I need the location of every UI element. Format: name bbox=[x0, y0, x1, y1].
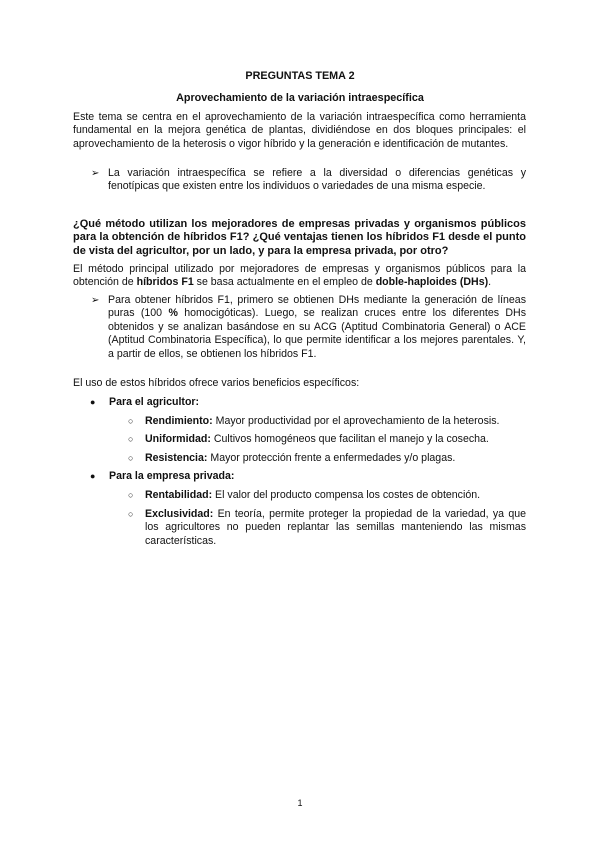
answer-part2: se basa actualmente en el empleo de bbox=[193, 276, 376, 289]
circle-bullet-icon: ○ bbox=[128, 490, 134, 500]
list-item-text bbox=[145, 433, 526, 446]
question-heading: ¿Qué método utilizan los mejoradores de empresas privadas y organismos públicos para la obtención de híbridos F1? ¿Qué ventajas tienen los híbridos F1 desde el punto de vista del agricultor, por un lado, y para la empresa privada, por otro? bbox=[73, 218, 526, 257]
list-item-text bbox=[145, 415, 526, 428]
answer-part3: . bbox=[488, 276, 492, 289]
list-item-desc: El valor del producto compensa los costes de obtención. bbox=[212, 489, 481, 501]
list-item-desc: Mayor protección frente a enfermedades y/o plagas. bbox=[207, 452, 456, 464]
arrow-bullet-icon: ➢ bbox=[91, 168, 100, 179]
intro-point-text: La variación intraespecífica se refiere a la diversidad o diferencias genéticas y fenotípicas que existen entre los individuos o variedades de una misma especie. bbox=[108, 167, 526, 193]
list-item-desc: Cultivos homogéneos que facilitan el manejo y la cosecha. bbox=[210, 433, 489, 445]
method-point-text bbox=[108, 294, 526, 361]
list-item-term: Exclusividad: bbox=[145, 508, 214, 520]
bullet-dot-icon: ● bbox=[90, 471, 96, 481]
page-number: 1 bbox=[297, 798, 303, 808]
method-part2: homocigóticas). Luego, se realizan cruces entre los diferentes DHs obtenidos y se analizan basándose en su ACG (Aptitud Combinatoria General) o ACE (Aptitud Combinatoria Específica), lo que permite identificar a los mejores parentales. Y, a partir de ellos, se obtienen los híbridos F1. bbox=[108, 307, 526, 360]
intro-paragraph: Este tema se centra en el aprovechamiento de la variación intraespecífica como herramienta fundamental en la mejora genética de plantas, dividiéndose en dos bloques principales: el aprovechamiento de la heterosis o vigor híbrido y la generación e identificación de mutantes. bbox=[73, 111, 526, 150]
list-item-term: Resistencia: bbox=[145, 452, 208, 464]
agricultor-heading-text: Para el agricultor: bbox=[109, 396, 200, 408]
answer-bold-dhs: doble-haploides (DHs) bbox=[375, 276, 489, 289]
answer-bold-hibridos: híbridos F1 bbox=[136, 276, 194, 289]
list-item-desc: Mayor productividad por el aprovechamiento de la heterosis. bbox=[212, 415, 500, 427]
method-part1: Para obtener híbridos F1, primero se obtienen DHs mediante la generación de líneas puras (100 bbox=[108, 294, 526, 320]
circle-bullet-icon: ○ bbox=[128, 453, 134, 463]
list-item-text bbox=[145, 452, 526, 465]
circle-bullet-icon: ○ bbox=[128, 416, 134, 426]
list-item-desc: En teoría, permite proteger la propiedad de la variedad, ya que los agricultores no pueden replantar las semillas manteniendo las mismas características. bbox=[145, 508, 526, 547]
empresa-heading-text: Para la empresa privada: bbox=[109, 470, 235, 482]
document-title: PREGUNTAS TEMA 2 bbox=[245, 70, 355, 82]
circle-bullet-icon: ○ bbox=[128, 434, 134, 444]
document-subtitle: Aprovechamiento de la variación intraespecífica bbox=[176, 92, 424, 104]
list-item-term: Rendimiento: bbox=[145, 415, 213, 427]
list-item-text bbox=[145, 508, 526, 548]
list-item-term: Uniformidad: bbox=[145, 433, 211, 445]
answer-part1: El método principal utilizado por mejoradores de empresas y organismos públicos para la obtención de bbox=[73, 263, 526, 289]
list-item-term: Rentabilidad: bbox=[145, 489, 213, 501]
answer-paragraph bbox=[73, 263, 526, 290]
bullet-dot-icon: ● bbox=[90, 397, 96, 407]
method-bold-percent: % bbox=[168, 307, 178, 320]
arrow-bullet-icon: ➢ bbox=[91, 295, 100, 306]
benefits-intro: El uso de estos híbridos ofrece varios beneficios específicos: bbox=[73, 377, 360, 389]
circle-bullet-icon: ○ bbox=[128, 509, 134, 519]
list-item-text bbox=[145, 489, 526, 502]
